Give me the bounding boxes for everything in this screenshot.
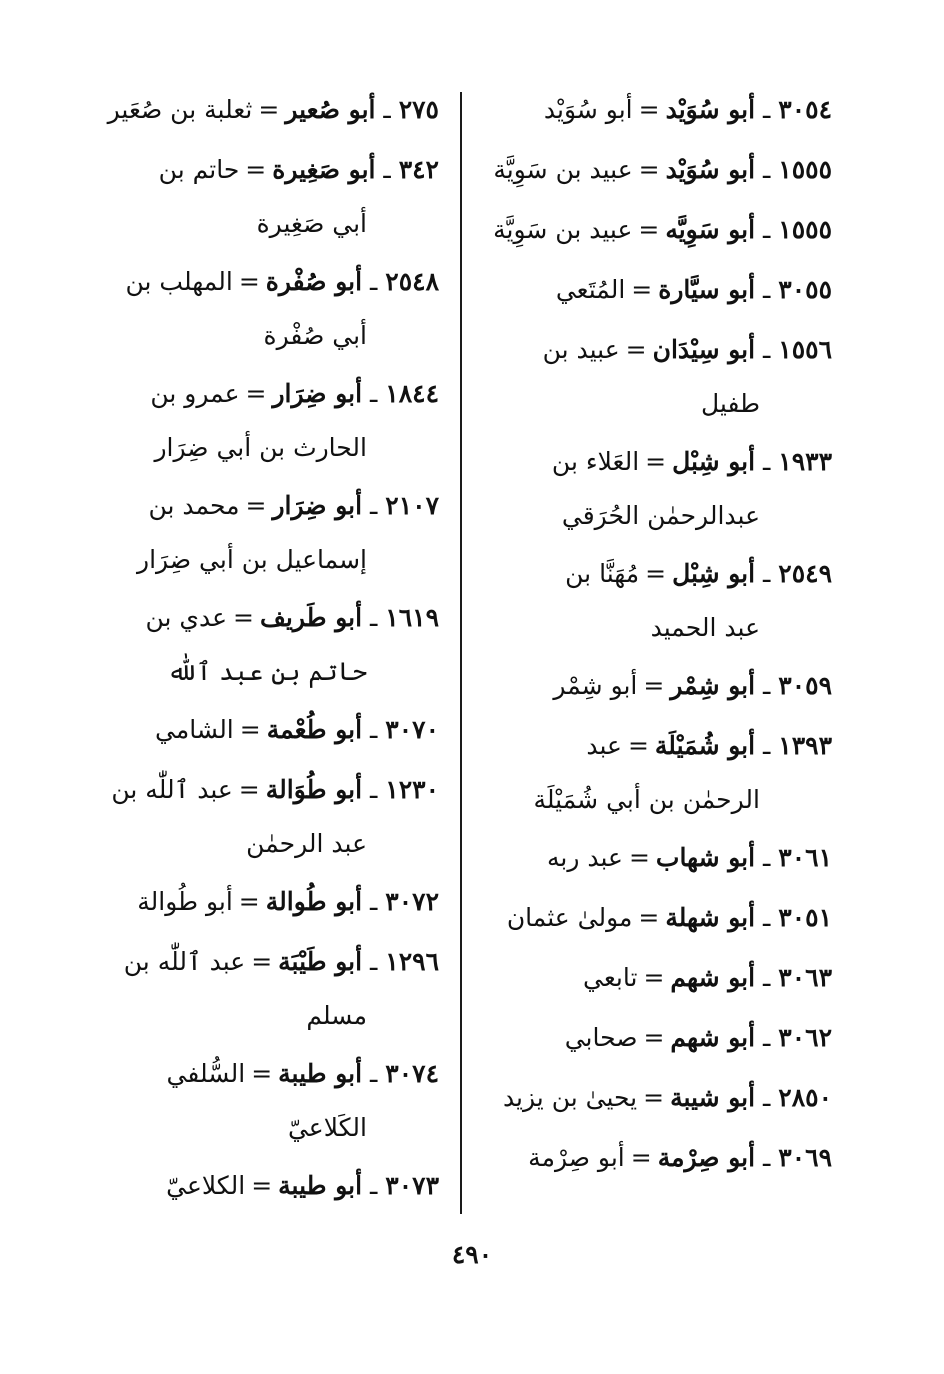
entry-equivalent: محمد بن (148, 491, 240, 520)
equals-sign: = (238, 267, 260, 296)
equals-sign: = (638, 155, 660, 184)
entry-name: أبو سيَّارة (658, 275, 756, 304)
entry-number: ٣٠٥٥ (778, 275, 832, 304)
index-entry: ٣٠٥٤ ـ أبو سُوَيْد=أبو سُوَيْد (543, 95, 832, 124)
entry-name: أبو شُمَيْلَة (654, 731, 756, 760)
equals-sign: = (631, 275, 653, 304)
entry-name: أبو سُوَيْد (665, 95, 756, 124)
entry-name: أبو سَوِيَّه (665, 215, 756, 244)
equals-sign: = (627, 731, 649, 760)
entry-number: ٣٠٧٠ (385, 715, 439, 744)
equals-sign: = (245, 379, 267, 408)
index-entry: ١٥٥٥ ـ أبو سُوَيْد=عبيد بن سَوِيَّة (493, 155, 832, 184)
entry-number: ٣٠٥١ (778, 903, 832, 932)
entry-number: ٣٠٧٢ (385, 887, 439, 916)
entry-number: ٢٧٥ (398, 95, 439, 124)
index-entry: ١٥٥٥ ـ أبو سَوِيَّه=عبيد بن سَوِيَّة (493, 215, 832, 244)
entry-name: أبو طُعْمة (266, 715, 363, 744)
index-entry: ٣٠٦٢ ـ أبو شهم=صحابي (564, 1023, 832, 1052)
entry-name: أبو صُفْرة (265, 267, 363, 296)
entry-number: ٣٠٧٤ (385, 1059, 439, 1088)
entry-equivalent: الشامي (155, 715, 234, 744)
page-number: ٤٩٠ (451, 1240, 493, 1269)
entry-number: ١٢٣٠ (385, 775, 439, 804)
entry-number: ١٥٥٥ (778, 155, 832, 184)
equals-sign: = (638, 95, 660, 124)
entry-number: ٢٥٤٩ (778, 559, 832, 588)
index-entry: ١٨٤٤ ـ أبو ضِرَار=عمرو بن الحارث بن أبي ضِرَار (84, 366, 439, 474)
entry-number: ١٦١٩ (385, 603, 439, 632)
entry-number: ١٩٣٣ (778, 447, 832, 476)
entry-number: ٣٠٥٩ (778, 671, 832, 700)
entry-number: ٣٠٦١ (778, 843, 832, 872)
entry-number: ٢٥٤٨ (385, 267, 439, 296)
equals-sign: = (251, 1171, 273, 1200)
entry-name: أبو شِمْر (670, 671, 756, 700)
entry-equivalent: الكلاعيّ (166, 1171, 246, 1200)
equals-sign: = (638, 215, 660, 244)
equals-sign: = (238, 887, 260, 916)
entry-name: أبو صِرْمة (657, 1143, 756, 1172)
entry-number: ١٥٥٥ (778, 215, 832, 244)
entry-number: ٢٨٥٠ (778, 1083, 832, 1112)
entry-number: ٣٠٥٤ (778, 95, 832, 124)
equals-sign: = (245, 155, 267, 184)
entry-equivalent: أبو صِرْمة (528, 1143, 625, 1172)
index-entry: ١٩٣٣ ـ أبو شِبْل=العَلاء بن عبدالرحمٰن الحُرَقي (484, 434, 832, 542)
entry-equivalent: عبيد بن سَوِيَّة (493, 155, 633, 184)
entry-equivalent: عمرو بن (150, 379, 240, 408)
entry-equivalent: عدي بن (145, 603, 228, 632)
index-entry: ٢٧٥ ـ أبو صُعير=ثعلبة بن صُعَير (107, 95, 439, 124)
entry-equivalent: عبد ٱللّٰه بن (123, 947, 246, 976)
entry-equivalent: السُّلفي (166, 1059, 246, 1088)
entry-name: أبو شِبْل (672, 447, 756, 476)
entry-equivalent: أبو طُوالة (137, 887, 233, 916)
index-entry: ٣٠٧٢ ـ أبو طُوالة=أبو طُوالة (137, 887, 439, 916)
entry-name: أبو شيبة (670, 1083, 756, 1112)
entry-name: أبو شهلة (665, 903, 756, 932)
equals-sign: = (643, 963, 665, 992)
entry-number: ٣٠٧٣ (385, 1171, 439, 1200)
equals-sign: = (645, 559, 667, 588)
equals-sign: = (245, 491, 267, 520)
entry-name: أبو طَيْبَة (278, 947, 363, 976)
equals-sign: = (628, 843, 650, 872)
index-entry: ٣٠٧٠ ـ أبو طُعْمة=الشامي (155, 715, 439, 744)
entry-equivalent: يحيىٰ بن يزيد (502, 1083, 638, 1112)
equals-sign: = (258, 95, 280, 124)
entry-equivalent: ثعلبة بن صُعَير (107, 95, 253, 124)
equals-sign: = (630, 1143, 652, 1172)
equals-sign: = (238, 775, 260, 804)
entry-number: ١٣٩٣ (778, 731, 832, 760)
equals-sign: = (645, 447, 667, 476)
entry-number: ٢١٠٧ (385, 491, 439, 520)
entry-name: أبو شِبْل (672, 559, 756, 588)
index-entry: ٣٠٧٣ ـ أبو طيبة=الكلاعيّ (166, 1171, 439, 1200)
entry-name: أبو شهم (670, 963, 756, 992)
right-column (484, 82, 832, 1190)
left-column (84, 82, 439, 1218)
entry-name: أبو طيبة (278, 1059, 363, 1088)
index-entry: ١٣٩٣ ـ أبو شُمَيْلَة=عبد الرحمٰن بن أبي شُمَيْلَة (484, 718, 832, 826)
entry-continuation: عبد الحميد (650, 613, 760, 642)
entry-equivalent: المُتَعي (555, 275, 626, 304)
entry-number: ١٢٩٦ (385, 947, 439, 976)
entry-equivalent: عبد (586, 731, 622, 760)
entry-continuation: الحارث بن أبي ضِرَار (154, 433, 367, 462)
entry-equivalent: أبو شِمْر (553, 671, 638, 700)
index-entry: ٣٠٥٥ ـ أبو سيَّارة=المُتَعي (555, 275, 832, 304)
entry-number: ٣٤٢ (398, 155, 439, 184)
entry-equivalent: تابعي (583, 963, 638, 992)
entry-equivalent: مُهَنَّا بن (565, 559, 640, 588)
equals-sign: = (233, 603, 254, 632)
entry-name: أبو ضِرَار (272, 379, 363, 408)
index-entry: ٣٠٧٤ ـ أبو طيبة=السُّلفي الكَلاعيّ (84, 1046, 439, 1154)
entry-number: ٣٠٦٢ (778, 1023, 832, 1052)
index-entry: ٣٠٦٣ ـ أبو شهم=تابعي (583, 963, 832, 992)
equals-sign: = (643, 1083, 665, 1112)
index-entry: ٣٠٦٩ ـ أبو صِرْمة=أبو صِرْمة (528, 1143, 832, 1172)
index-entry: ١٦١٩ ـ أبو طَريف=عدي بن حاتم بن عبد ٱللّٰه (84, 590, 439, 698)
equals-sign: = (251, 1059, 273, 1088)
index-entry: ٣٤٢ ـ أبو صَغِيرة=حاتم بن أبي صَغِيرة (84, 142, 439, 250)
entry-equivalent: صحابي (564, 1023, 638, 1052)
entry-name: أبو صَغِيرة (272, 155, 376, 184)
entry-continuation: أبي صَغِيرة (256, 209, 367, 238)
entry-name: أبو شهم (670, 1023, 756, 1052)
entry-equivalent: مولىٰ عثمان (506, 903, 633, 932)
equals-sign: = (638, 903, 660, 932)
index-entry: ١٢٩٦ ـ أبو طَيْبَة=عبد ٱللّٰه بن مسلم (84, 934, 439, 1042)
index-entry: ٣٠٥٩ ـ أبو شِمْر=أبو شِمْر (553, 671, 832, 700)
entry-number: ٣٠٦٩ (778, 1143, 832, 1172)
index-entry: ١٢٣٠ ـ أبو طُوَالة=عبد ٱللّٰه بن عبد الرحمٰن (84, 762, 439, 870)
index-entry: ٢٨٥٠ ـ أبو شيبة=يحيىٰ بن يزيد (502, 1083, 832, 1112)
entry-continuation: إسماعيل بن أبي ضِرَار (137, 545, 367, 574)
entry-name: أبو شهاب (655, 843, 756, 872)
entry-name: أبو طيبة (278, 1171, 363, 1200)
entry-continuation: طفيل (700, 389, 760, 418)
entry-continuation: مسلم (306, 1001, 367, 1030)
entry-continuation: أبي صُفْرة (263, 321, 367, 350)
entry-equivalent: عبيد بن سَوِيَّة (493, 215, 633, 244)
entry-name: أبو ضِرَار (272, 491, 363, 520)
entry-continuation: حاتم بن عبد ٱللّٰه (167, 657, 367, 686)
entry-number: ٣٠٦٣ (778, 963, 832, 992)
entry-continuation: الرحمٰن بن أبي شُمَيْلَة (533, 785, 760, 814)
entry-number: ١٥٥٦ (778, 335, 832, 364)
entry-continuation: الكَلاعيّ (287, 1113, 367, 1142)
entry-name: أبو طُوالة (265, 887, 363, 916)
entry-equivalent: المهلب بن (125, 267, 233, 296)
entry-number: ١٨٤٤ (385, 379, 439, 408)
equals-sign: = (643, 1023, 665, 1052)
index-entry: ٢٥٤٩ ـ أبو شِبْل=مُهَنَّا بن عبد الحميد (484, 546, 832, 654)
index-entry: ٢٥٤٨ ـ أبو صُفْرة=المهلب بن أبي صُفْرة (84, 254, 439, 362)
entry-equivalent: العَلاء بن (551, 447, 640, 476)
equals-sign: = (625, 335, 647, 364)
entry-name: أبو طَريف (260, 603, 363, 632)
equals-sign: = (239, 715, 261, 744)
column-divider (460, 92, 462, 1214)
entry-name: أبو صُعير (285, 95, 376, 124)
equals-sign: = (251, 947, 273, 976)
entry-equivalent: حاتم بن (158, 155, 240, 184)
entry-name: أبو طُوَالة (265, 775, 363, 804)
entry-equivalent: عبد ٱللّٰه بن (111, 775, 233, 804)
entry-continuation: عبد الرحمٰن (246, 829, 367, 858)
entry-equivalent: عبد ربه (546, 843, 623, 872)
index-entry: ٣٠٦١ ـ أبو شهاب=عبد ربه (546, 843, 832, 872)
entry-equivalent: أبو سُوَيْد (543, 95, 633, 124)
index-entry: ٣٠٥١ ـ أبو شهلة=مولىٰ عثمان (506, 903, 832, 932)
entry-equivalent: عبيد بن (542, 335, 620, 364)
entry-name: أبو سُوَيْد (665, 155, 756, 184)
entry-name: أبو سِيْدَان (652, 335, 756, 364)
index-entry: ١٥٥٦ ـ أبو سِيْدَان=عبيد بن طفيل (484, 322, 832, 430)
equals-sign: = (643, 671, 665, 700)
entry-continuation: عبدالرحمٰن الحُرَقي (561, 501, 760, 530)
index-entry: ٢١٠٧ ـ أبو ضِرَار=محمد بن إسماعيل بن أبي ضِرَار (84, 478, 439, 586)
